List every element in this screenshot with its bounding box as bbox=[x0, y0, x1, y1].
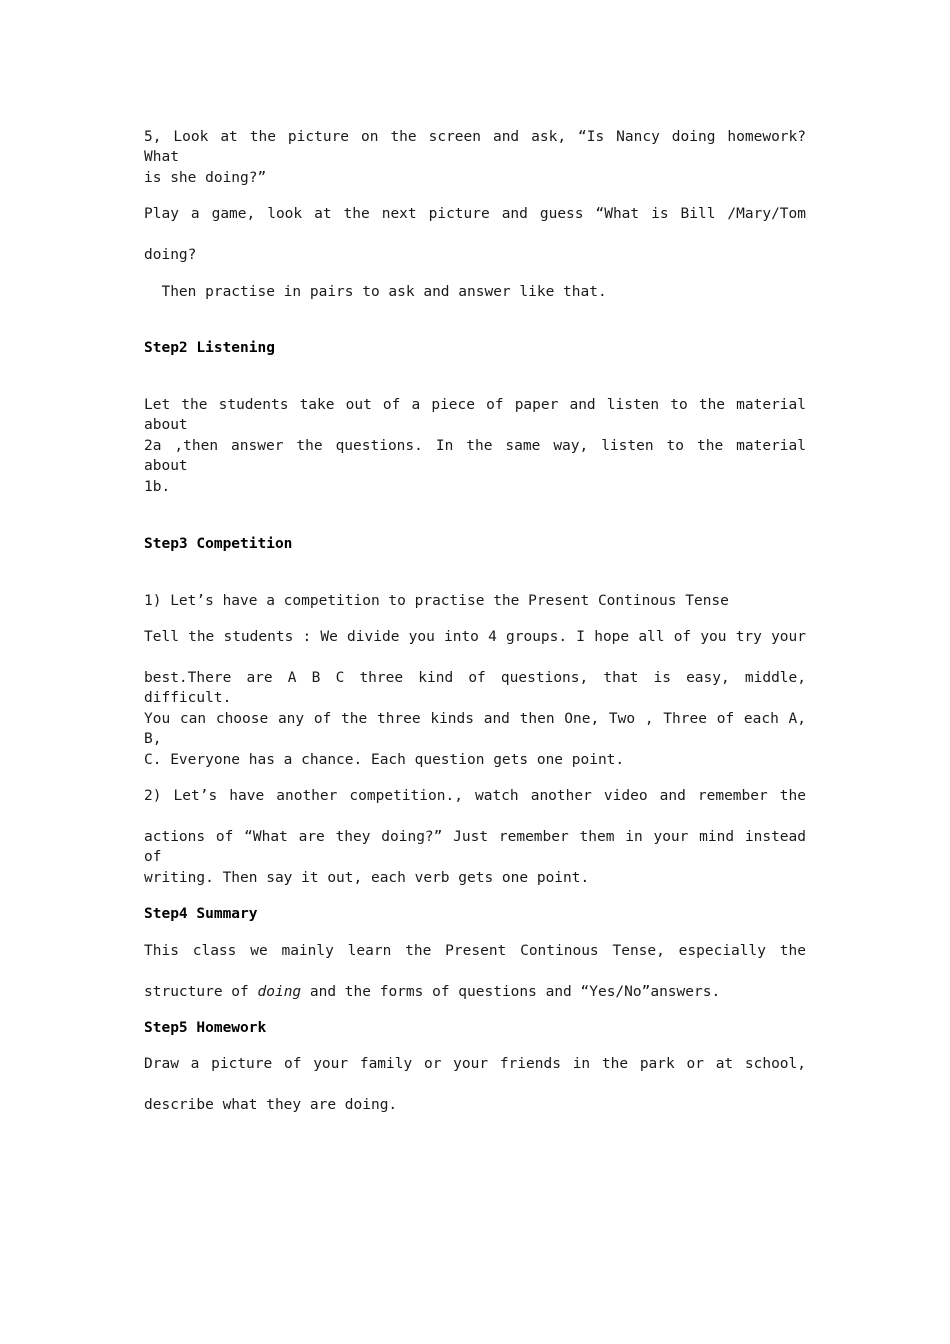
step4-emphasis-doing: doing bbox=[257, 984, 302, 1000]
step3-line-7: actions of “What are they doing?” Just remember them in your mind instead of bbox=[144, 829, 806, 865]
step1-line-2: is she doing?” bbox=[144, 170, 267, 186]
step4-heading: Step4 Summary bbox=[144, 906, 258, 922]
step5-heading: Step5 Homework bbox=[144, 1020, 267, 1036]
step3-line-2: Tell the students : We divide you into 4 groups. I hope all of you try your bbox=[144, 629, 806, 645]
step2-line-2: 2a ,then answer the questions. In the same way, listen to the material about bbox=[144, 438, 806, 474]
step3-heading: Step3 Competition bbox=[144, 536, 293, 552]
step2-heading: Step2 Listening bbox=[144, 340, 275, 356]
step4-line-2-pre: structure of bbox=[144, 984, 258, 1000]
step3-line-3: best.There are A B C three kind of questions, that is easy, middle, difficult. bbox=[144, 670, 806, 706]
step1-line-3: Play a game, look at the next picture and guess “What is Bill /Mary/Tom bbox=[144, 206, 806, 222]
step2-line-1: Let the students take out of a piece of paper and listen to the material about bbox=[144, 397, 806, 433]
step5-line-2: describe what they are doing. bbox=[144, 1097, 398, 1113]
step1-line-4: doing? bbox=[144, 247, 197, 263]
step3-line-4: You can choose any of the three kinds and then One, Two , Three of each A, B, bbox=[144, 711, 806, 747]
step4-line-2-post: and the forms of questions and “Yes/No”answers. bbox=[301, 984, 721, 1000]
step4-line-2 bbox=[144, 982, 806, 1002]
step5-line-1: Draw a picture of your family or your friends in the park or at school, bbox=[144, 1056, 806, 1072]
step3-line-1: 1) Let’s have a competition to practise the Present Continous Tense bbox=[144, 593, 729, 609]
step1-line-5: Then practise in pairs to ask and answer like that. bbox=[144, 284, 607, 300]
step3-line-8: writing. Then say it out, each verb gets one point. bbox=[144, 870, 590, 886]
step2-line-3: 1b. bbox=[144, 479, 171, 495]
step3-line-5: C. Everyone has a chance. Each question gets one point. bbox=[144, 752, 625, 768]
step4-line-1: This class we mainly learn the Present Continous Tense, especially the bbox=[144, 943, 806, 959]
step3-line-6: 2) Let’s have another competition., watch another video and remember the bbox=[144, 788, 806, 804]
step1-line-1: 5, Look at the picture on the screen and ask, “Is Nancy doing homework? What bbox=[144, 129, 806, 165]
